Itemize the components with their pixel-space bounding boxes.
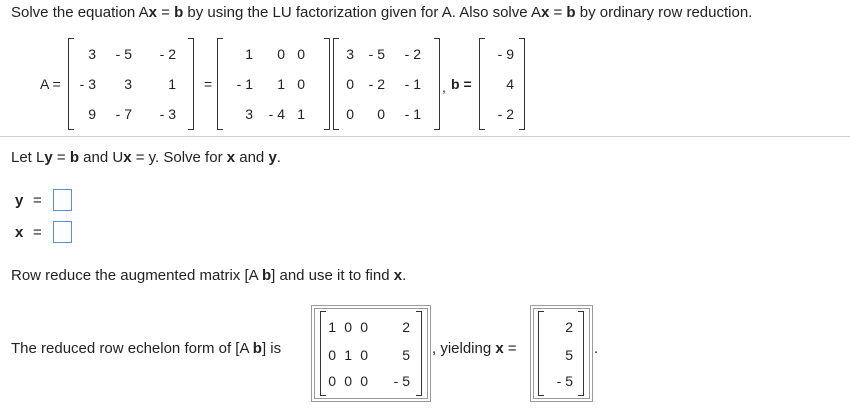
- matrix-cell: 4: [506, 76, 514, 92]
- matrix-cell: - 1: [236, 76, 253, 92]
- matrix-cell: - 4: [268, 106, 285, 122]
- rref-matrix: [320, 311, 422, 396]
- a-label: A =: [40, 76, 61, 92]
- matrix-cell: 3: [88, 46, 96, 62]
- matrix-cell: 0: [360, 347, 368, 363]
- matrix-cell: 0: [360, 319, 368, 335]
- matrix-cell: 0: [297, 46, 305, 62]
- matrix-cell: 5: [402, 347, 410, 363]
- trailing-period: .: [594, 340, 599, 357]
- matrix-cell: 1: [245, 46, 253, 62]
- matrix-cell: 3: [346, 46, 354, 62]
- matrix-cell: 1: [344, 347, 352, 363]
- matrix-cell: - 1: [404, 106, 421, 122]
- matrix-cell: 3: [245, 106, 253, 122]
- matrix-cell: - 9: [497, 46, 514, 62]
- matrix-cell: 9: [88, 106, 96, 122]
- matrix-cell: 0: [328, 373, 336, 389]
- matrix-cell: - 5: [393, 373, 410, 389]
- matrix-l: [217, 38, 330, 130]
- matrix-cell: - 2: [404, 46, 421, 62]
- matrix-cell: 3: [124, 76, 132, 92]
- y-answer-input[interactable]: [53, 189, 72, 211]
- x-label: x: [15, 224, 24, 241]
- matrix-cell: 5: [565, 347, 573, 363]
- section-divider: [0, 136, 850, 137]
- matrix-cell: 0: [297, 76, 305, 92]
- matrix-cell: 0: [344, 319, 352, 335]
- vector-b: [479, 38, 525, 130]
- matrix-cell: - 7: [115, 106, 132, 122]
- matrix-a: [68, 38, 194, 130]
- matrix-cell: 0: [346, 106, 354, 122]
- b-label: b =: [451, 76, 472, 92]
- matrix-cell: - 1: [404, 76, 421, 92]
- matrix-cell: 1: [168, 76, 176, 92]
- matrix-cell: 2: [402, 319, 410, 335]
- matrix-cell: 1: [277, 76, 285, 92]
- matrix-cell: - 2: [368, 76, 385, 92]
- matrix-cell: - 5: [115, 46, 132, 62]
- x-equals: =: [33, 224, 42, 241]
- matrix-cell: - 5: [556, 373, 573, 389]
- x-result-box: [530, 305, 593, 402]
- rref-text: The reduced row echelon form of [A b] is: [11, 340, 282, 357]
- matrix-u: [333, 38, 440, 130]
- matrix-cell: 0: [344, 373, 352, 389]
- yielding-text: , yielding x =: [432, 340, 517, 357]
- matrix-cell: 0: [377, 106, 385, 122]
- x-result-vector: [538, 311, 584, 396]
- b-comma: ,: [442, 79, 446, 95]
- rref-matrix-box: [311, 305, 431, 402]
- matrix-cell: 2: [565, 319, 573, 335]
- matrix-cell: - 2: [159, 46, 176, 62]
- matrix-cell: 0: [346, 76, 354, 92]
- matrix-cell: 0: [328, 347, 336, 363]
- x-answer-input[interactable]: [53, 221, 72, 243]
- matrix-cell: 0: [277, 46, 285, 62]
- matrix-cell: - 2: [497, 106, 514, 122]
- matrix-cell: 1: [328, 319, 336, 335]
- equals-sign: =: [204, 76, 213, 92]
- matrix-cell: - 3: [159, 106, 176, 122]
- y-equals: =: [33, 192, 42, 209]
- question-text: Solve the equation Ax = b by using the LU factorization given for A. Also solve Ax = b by ordinary row reduction.: [11, 4, 753, 21]
- matrix-cell: 0: [360, 373, 368, 389]
- matrix-cell: - 3: [79, 76, 96, 92]
- matrix-cell: 1: [297, 106, 305, 122]
- instruction-text: Let Ly = b and Ux = y. Solve for x and y.: [11, 149, 281, 166]
- matrix-cell: - 5: [368, 46, 385, 62]
- row-reduce-text: Row reduce the augmented matrix [A b] and use it to find x.: [11, 267, 407, 284]
- y-label: y: [15, 192, 24, 209]
